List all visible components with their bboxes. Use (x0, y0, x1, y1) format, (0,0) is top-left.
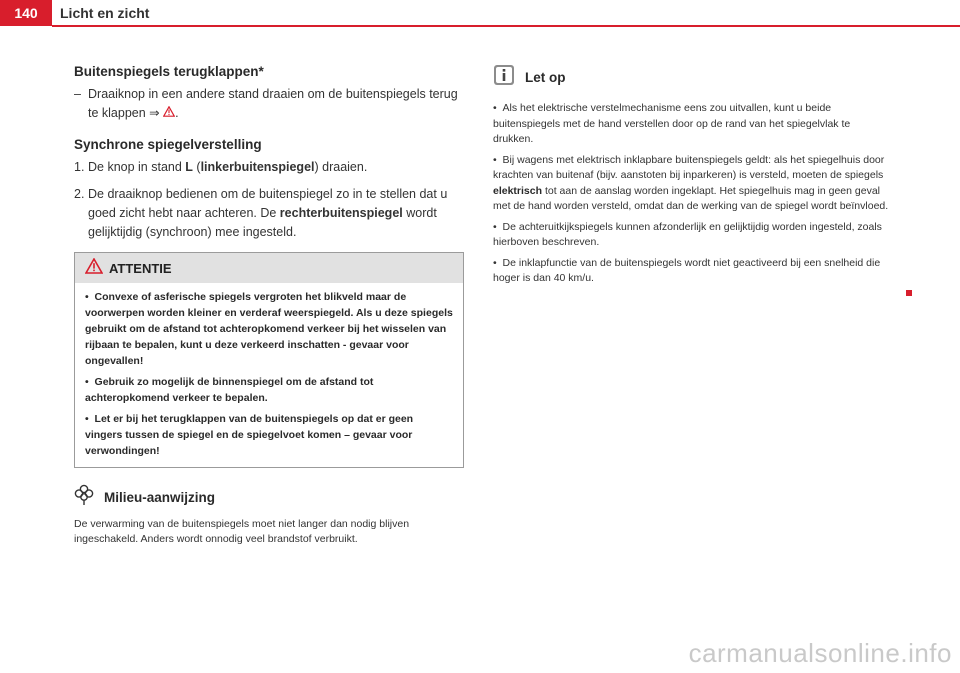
fold-item: – Draaiknop in een andere stand draaien om de buitenspiegels terug te klappen ⇒ . (74, 85, 464, 123)
sync-step-1: 1. De knop in stand L (linkerbuitenspiegel) draaien. (74, 160, 368, 174)
note-bullet: • Als het elektrische verstelmechanisme eens zou uitvallen, kunt u beide buitenspiegels met de hand verstellen door op de rand van het spiegelvlak te drukken. (493, 102, 851, 145)
info-note-icon (493, 64, 515, 91)
note-title: Let op (525, 70, 566, 85)
attention-item: • Gebruik zo mogelijk de binnenspiegel om de afstand tot achteropkomend verkeer te bepalen. (85, 376, 374, 404)
attention-title: ATTENTIE (109, 260, 172, 276)
attention-item: • Let er bij het terugklappen van de buitenspiegels op dat er geen vingers tussen de spiegel en de spiegelvoet komen – gevaar voor verwondingen! (85, 413, 414, 457)
environment-text: De verwarming van de buitenspiegels moet niet langer dan nodig blijven ingeschakeld. Anders wordt onnodig veel brandstof verbruikt. (74, 518, 410, 545)
leaf-flower-icon (74, 484, 94, 511)
attention-header (75, 253, 463, 283)
environment-heading (74, 484, 464, 511)
note-bullet: • De achteruitkijkspiegels kunnen afzonderlijk en gelijktijdig worden ingesteld, zoals hierboven beschreven. (493, 220, 882, 248)
sync-heading: Synchrone spiegelverstelling (74, 137, 262, 152)
attention-box (74, 252, 464, 468)
fold-heading: Buitenspiegels terugklappen* (74, 64, 264, 79)
environment-title: Milieu-aanwijzing (104, 490, 216, 505)
fold-item-text: Draaiknop in een andere stand draaien om de buitenspiegels terug te klappen ⇒ (88, 87, 458, 120)
note-bullet: • Bij wagens met elektrisch inklapbare buitenspiegels geldt: als het spiegelhuis door krachten van buitenaf (bijv. aanstoten bij inparkeren) is versteld, moeten de spiegels elektrisch tot aan de aanslag worden ingeklapt. Het spiegelhuis mag in geen geval met de hand worden versteld, omdat dan de werking van de spiegel wordt beïnvloed. (493, 153, 889, 212)
note-bullet: • De inklapfunctie van de buitenspiegels wordt niet geactiveerd bij een snelheid die hoger is dan 40 km/u. (493, 256, 881, 284)
warning-triangle-icon (85, 258, 103, 279)
running-head: Licht en zicht (60, 5, 150, 21)
dash-marker: – (74, 87, 81, 101)
note-heading (493, 64, 893, 91)
sync-step-2: 2. De draaiknop bedienen om de buitenspiegel zo in te stellen dat u goed zicht hebt naar achteren. De rechterbuitenspiegel wordt gelijktijdig (synchroon) mee ingesteld. (74, 187, 448, 239)
watermark: carmanualsonline.info (688, 638, 952, 668)
header-rule (52, 25, 960, 27)
section-end-marker (906, 290, 912, 296)
attention-item: • Convexe of asferische spiegels vergroten het blikveld maar de voorwerpen worden kleiner en verderaf weerspiegeld. Als u deze spiegels gebruikt om de afstand tot achteropkomend verkeer bij het wisselen van rijbaan te bepalen, kunt u deze verkeerd inschatten - gevaar voor ongevallen! (85, 291, 453, 367)
page-number: 140 (0, 0, 52, 26)
left-column (74, 64, 464, 547)
right-column (493, 64, 893, 292)
warning-triangle-icon[interactable] (163, 104, 175, 123)
